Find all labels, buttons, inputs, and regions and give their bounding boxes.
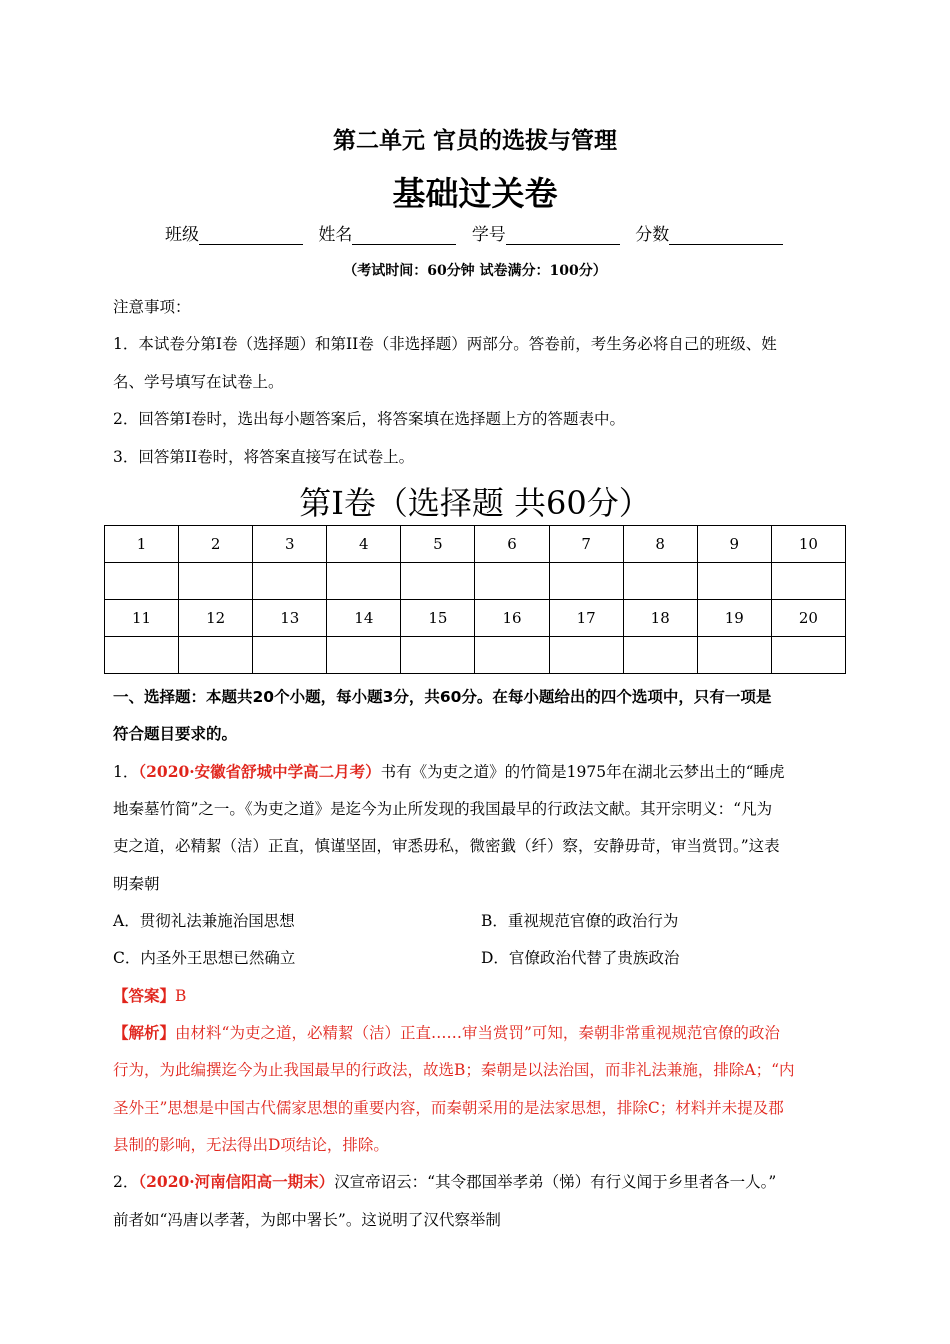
question-number-cell: 15 xyxy=(401,600,475,637)
answer-cell[interactable] xyxy=(623,637,697,674)
class-blank[interactable] xyxy=(199,226,303,245)
answer-cell[interactable] xyxy=(327,637,401,674)
answer-cell[interactable] xyxy=(771,637,845,674)
paper-title: 基础过关卷 xyxy=(392,174,558,213)
option-c: C．内圣外王思想已然确立 xyxy=(113,949,296,967)
score-label: 分数 xyxy=(635,225,670,245)
question-number-cell: 19 xyxy=(697,600,771,637)
option-a: A．贯彻礼法兼施治国思想 xyxy=(113,912,295,930)
question-source: （2020·河南信阳高一期末） xyxy=(138,1172,335,1191)
question-number-cell: 14 xyxy=(327,600,401,637)
question-text: 汉宣帝诏云：“其令郡国举孝弟（悌）有行义闻于乡里者各一人。” xyxy=(334,1173,777,1191)
analysis-text: 由材料“为吏之道，必精絜（洁）正直……审当赏罚”可知，秦朝非常重视规范官僚的政治 xyxy=(175,1024,780,1042)
answer-cell[interactable] xyxy=(697,637,771,674)
question-number-cell: 10 xyxy=(771,526,845,563)
table-row xyxy=(105,526,846,563)
name-label: 姓名 xyxy=(318,225,353,245)
question-number-cell: 3 xyxy=(253,526,327,563)
answer-cell[interactable] xyxy=(697,563,771,600)
question-number-cell: 1 xyxy=(105,526,179,563)
question-number-cell: 6 xyxy=(475,526,549,563)
answer-cell[interactable] xyxy=(327,563,401,600)
answer-cell[interactable] xyxy=(771,563,845,600)
score-blank[interactable] xyxy=(669,226,783,245)
note-item: 名、学号填写在试卷上。 xyxy=(113,373,284,391)
answer-cell[interactable] xyxy=(253,563,327,600)
question-number: 1． xyxy=(113,763,139,781)
note-item: 3．回答第II卷时，将答案直接写在试卷上。 xyxy=(113,448,415,466)
class-label: 班级 xyxy=(165,225,199,245)
analysis-text: 县制的影响，无法得出D项结论，排除。 xyxy=(113,1136,389,1154)
question-number-cell: 16 xyxy=(475,600,549,637)
unit-title: 第二单元 官员的选拔与管理 xyxy=(332,128,617,154)
question-text: 书有《为吏之道》的竹简是1975年在湖北云梦出土的“睡虎 xyxy=(380,763,785,781)
question-source: （2020·安徽省舒城中学高二月考） xyxy=(138,762,381,781)
answer-cell[interactable] xyxy=(623,563,697,600)
answer-cell[interactable] xyxy=(105,637,179,674)
answer-cell[interactable] xyxy=(105,563,179,600)
question-number-cell: 20 xyxy=(771,600,845,637)
analysis-line xyxy=(113,1023,780,1043)
question-number-cell: 11 xyxy=(105,600,179,637)
answer-cell[interactable] xyxy=(475,637,549,674)
question-text: 前者如“冯唐以孝著，为郎中署长”。这说明了汉代察举制 xyxy=(113,1211,501,1229)
question-number: 2． xyxy=(113,1173,139,1191)
question-number-cell: 9 xyxy=(697,526,771,563)
student-number-blank[interactable] xyxy=(506,226,620,245)
option-b: B．重视规范官僚的政治行为 xyxy=(481,912,679,930)
question-number-cell: 13 xyxy=(253,600,327,637)
table-row xyxy=(105,600,846,637)
answer-cell[interactable] xyxy=(179,563,253,600)
question-number-cell: 17 xyxy=(549,600,623,637)
answer-cell[interactable] xyxy=(549,563,623,600)
question-number-cell: 12 xyxy=(179,600,253,637)
question-text: 明秦朝 xyxy=(113,875,160,893)
answer-cell[interactable] xyxy=(179,637,253,674)
notes-heading: 注意事项： xyxy=(113,298,191,316)
question-number-cell: 18 xyxy=(623,600,697,637)
exam-time: （考试时间：60分钟 试卷满分：100分） xyxy=(343,263,607,279)
answer-table xyxy=(104,525,846,674)
question-text: 地秦墓竹简”之一。《为吏之道》是迄今为止所发现的我国最早的行政法文献。其开宗明义：“凡为 xyxy=(113,800,773,818)
analysis-label: 【解析】 xyxy=(113,1023,176,1042)
analysis-text: 行为，为此编撰迄今为止我国最早的行政法，故选B；秦朝是以法治国，而非礼法兼施，排除A；“内 xyxy=(113,1061,795,1079)
note-item: 1．本试卷分第I卷（选择题）和第II卷（非选择题）两部分。答卷前，考生务必将自己的班级、姓 xyxy=(113,335,777,353)
student-info-row xyxy=(165,220,783,245)
name-blank[interactable] xyxy=(352,226,456,245)
table-row xyxy=(105,563,846,600)
section-instructions: 一、选择题：本题共20个小题，每小题3分，共60分。在每小题给出的四个选项中，只有一项是 xyxy=(113,688,772,706)
question-number-cell: 5 xyxy=(401,526,475,563)
answer-value: B xyxy=(175,987,187,1005)
question-text: 吏之道，必精絜（洁）正直，慎谨坚固，审悉毋私，微密韱（纤）察，安静毋苛，审当赏罚。”这表 xyxy=(113,837,780,855)
question-number-cell: 7 xyxy=(549,526,623,563)
question-1-line xyxy=(113,762,785,782)
question-number-cell: 4 xyxy=(327,526,401,563)
question-2-line xyxy=(113,1172,776,1192)
note-item: 2．回答第I卷时，选出每小题答案后，将答案填在选择题上方的答题表中。 xyxy=(113,410,625,428)
answer-cell[interactable] xyxy=(253,637,327,674)
answer-label: 【答案】 xyxy=(113,986,176,1005)
table-row xyxy=(105,637,846,674)
student-number-label: 学号 xyxy=(471,225,506,245)
answer-cell[interactable] xyxy=(549,637,623,674)
answer-cell[interactable] xyxy=(401,563,475,600)
option-d: D．官僚政治代替了贵族政治 xyxy=(481,949,680,967)
volume-title: 第I卷（选择题 共60分） xyxy=(299,484,651,522)
analysis-text: 圣外王”思想是中国古代儒家思想的重要内容，而秦朝采用的是法家思想，排除C；材料并未提及郡 xyxy=(113,1099,784,1117)
section-instructions-cont: 符合题目要求的。 xyxy=(113,725,238,743)
answer-cell[interactable] xyxy=(401,637,475,674)
answer-line xyxy=(113,986,186,1006)
answer-cell[interactable] xyxy=(475,563,549,600)
question-number-cell: 2 xyxy=(179,526,253,563)
question-number-cell: 8 xyxy=(623,526,697,563)
